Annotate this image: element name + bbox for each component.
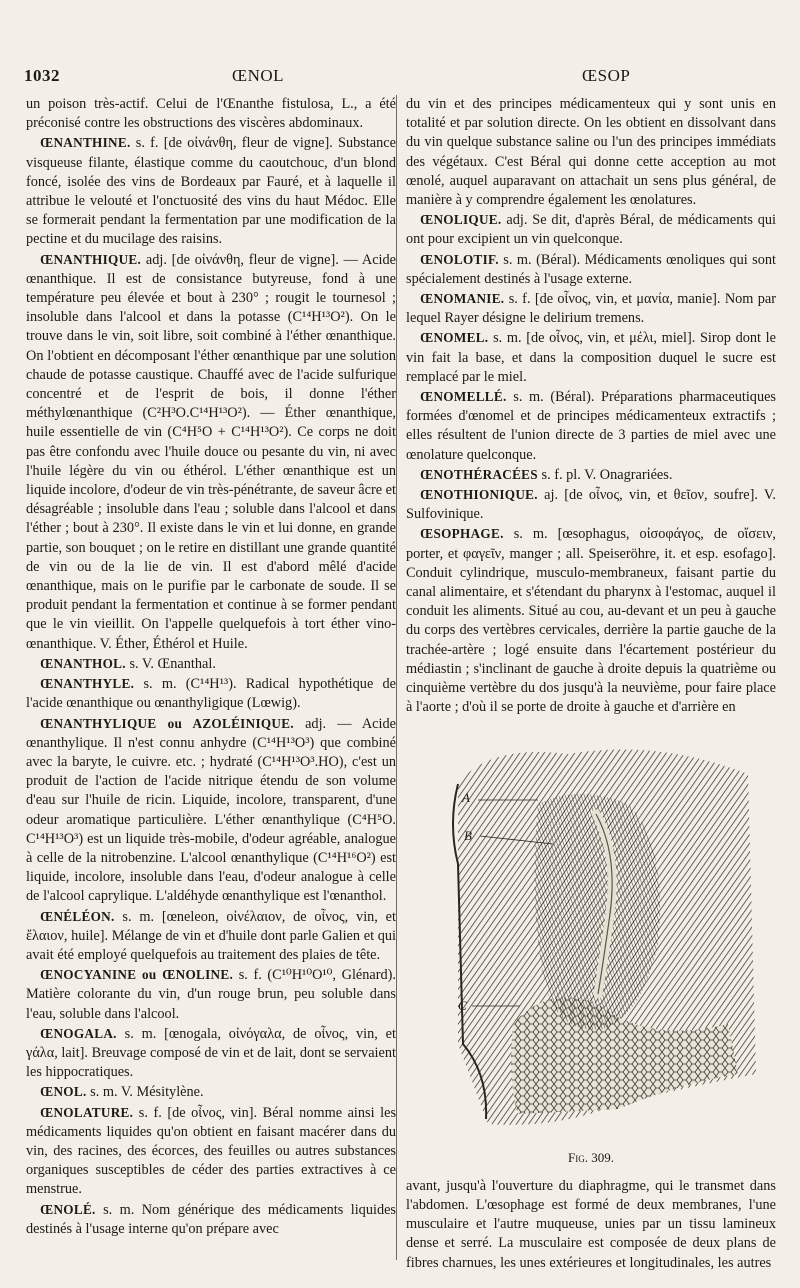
entry-oenotheracees: ŒNOTHÉRACÉES s. f. pl. V. Onagrariées. (420, 466, 673, 483)
figure-label-a: A (462, 789, 470, 805)
entry-paragraph: du vin et des principes médicamenteux qui y sont unis en totalité et par solution directe. On les obtient en dissolvant dans du vin quelque substance saline ou l'un des principes immédiats des végétaux. C'est Béral qui donne cette acception au mot œnolé, auquel auparavant on attachait un sens plus général, de manière à y comprendre également les œnolatures. (406, 96, 776, 209)
headword: ŒNANTHINE. (40, 135, 131, 151)
page-number: 1032 (24, 66, 60, 85)
headword: ŒNOLÉ. (40, 1201, 96, 1217)
entry-oenogala: ŒNOGALA. s. m. [œnogala, οἰνόγαλα, de οἶνος, vin, et γάλα, lait]. Breuvage composé de vin et de lait, dont se servaient les hippocratiques. (26, 1025, 396, 1081)
entry-paragraph: avant, jusqu'à l'ouverture du diaphragme, qui le transmet dans l'abdomen. L'œsophage est formé de deux membranes, l'une musculaire et l'autre muqueuse, unies par un tissu lamineux dense et serré. La musculaire est composée de deux plans de fibres charnues, les unes extérieures et longitudinales, les autres (406, 1177, 776, 1271)
headword: ŒNOMANIE. (420, 291, 505, 307)
headword: ŒNOLATURE. (40, 1104, 134, 1120)
headword: ŒNOTHÉRACÉES (420, 466, 538, 482)
entry-oenomelle: ŒNOMELLÉ. s. m. (Béral). Préparations pharmaceutiques formées d'œnomel et de principes médicamenteux extractifs ; elles résultent de l'union directe de 3 parties de miel avec une œnolature quelconque. (406, 389, 776, 463)
figure-engraving (428, 744, 758, 1144)
figure-caption: Fig. 309. (568, 1149, 614, 1165)
entry-oenanthylique: ŒNANTHYLIQUE ou AZOLÉINIQUE. adj. — Acide œnanthylique. Il n'est connu anhydre (C¹⁴H¹³O³) que combiné avec la baryte, le cuivre. etc. ; hydraté (C¹⁴H¹³O³.HO), c'est un produit de l'action de l'acide nitrique étendu de son volume d'eau sur l'huile de ricin. Liquide, incolore, transparent, d'une odeur aromatique particulière. L'éther œnanthylique (C⁴H⁵O. C¹⁴H¹³O³) est un liquide très-mobile, d'odeur agréable, analogue à celle de la nitrobenzine. L'alcool œnanthylique (C¹⁴H¹⁶O²) est liquide, incolore, insoluble dans l'eau, d'odeur analogue à celle de l'alcool caprylique. L'aldéhyde œnanthylique est l'œnanthol. (26, 715, 396, 905)
left-column (26, 95, 396, 1239)
headword: ŒNOMEL. (420, 330, 489, 346)
right-column (406, 95, 776, 1273)
headword: ŒNOLOTIF. (420, 251, 499, 267)
entry-oenomanie: ŒNOMANIE. s. f. [de οἶνος, vin, et μανία, manie]. Nom par lequel Rayer désigne le delirium tremens. (406, 291, 776, 327)
headword: ŒNANTHOL. (40, 655, 126, 671)
entry-oenanthyle: ŒNANTHYLE. s. m. (C¹⁴H¹³). Radical hypothétique de l'acide œnanthique ou œnanthyligique (Lœwig). (26, 676, 397, 712)
entry-paragraph: un poison très-actif. Celui de l'Œnanthe fistulosa, L., a été préconisé contre les obstructions des viscères abdominaux. (26, 96, 396, 132)
entry-oenolature: ŒNOLATURE. s. f. [de οἶνος, vin]. Béral nomme ainsi les médicaments liquides qu'on obtient en faisant macérer dans du vin, des racines, des écorces, des feuilles ou autres substances organiques susceptibles de céder des parties extractives à ce menstrue. (26, 1104, 397, 1198)
headword: ŒNOCYANINE ou ŒNOLINE. (40, 967, 234, 983)
headword: ŒNOMELLÉ. (420, 389, 507, 405)
entry-oenocyanine: ŒNOCYANINE ou ŒNOLINE. s. f. (C¹⁰H¹⁰O¹⁰, Glénard). Matière colorante du vin, d'un rouge brun, peu soluble dans l'eau, soluble dans l'alcool. (26, 967, 396, 1022)
entry-oenolique: ŒNOLIQUE. adj. Se dit, d'après Béral, de médicaments qui ont pour excipient un vin quelconque. (406, 212, 777, 248)
headword: ŒNANTHYLE. (40, 676, 135, 692)
entry-oenanthol: ŒNANTHOL. s. V. Œnanthal. (40, 655, 216, 672)
entry-oeneleon: ŒNÉLÉON. s. m. [œneleon, οἰνέλαιον, de οἶνος, vin, et ἔλαιον, huile]. Mélange de vin et d'huile dont parle Galien et qui avait été employé quelquefois au traitement des plaies de tête. (26, 908, 397, 963)
entry-oenole: ŒNOLÉ. s. m. Nom générique des médicaments liquides destinés à l'usage interne qu'on prépare avec (26, 1201, 396, 1237)
running-header (24, 66, 776, 88)
entry-oenanthine: ŒNANTHINE. s. f. [de οἰνάνθη, fleur de vigne]. Substance visqueuse filante, élastique comme du caoutchouc, d'un blond foncé, isolée des vins de Bordeaux par Fauré, et à laquelle il attribue le velouté et l'onctuosité des vins du haut Médoc. Elle se formerait pendant la fermentation par une modification de la pectine et du mucilage des raisins. (26, 135, 396, 248)
headword: ŒNOLIQUE. (420, 212, 502, 228)
entry-oenanthique: ŒNANTHIQUE. adj. [de οἰνάνθη, fleur de vigne]. — Acide œnanthique. Il est de consistance butyreuse, fond à une température peu élevée et bout à 230° ; rougit le tournesol ; insoluble dans l'alcool et dans la potasse (C¹⁴H¹³O²). On le trouve dans le vin, soit libre, soit combiné à l'éther œnanthique. On l'obtient en décomposant l'éther œnanthique par une solution chaude de potasse caustique. Chauffé avec de l'acide sulfurique concentré et de l'esprit de bois, il donne l'éther méthylœnanthique (C²H³O.C¹⁴H¹³O²). — Éther œnanthique, huile essentielle de vin (C⁴H⁵O + C¹⁴H¹³O²). Ce corps ne doit pas être confondu avec l'huile douce ou pesante du vin, ni avec l'huile légère du vin ou éthérol. L'éther œnanthique est un liquide incolore, d'odeur de vin très-pénétrante, de saveur âcre et désagréable ; insoluble dans l'eau ; soluble dans l'alcool et dans l'éther ; bout à 230°. Il existe dans le vin et lui donne, en grande partie, son bouquet ; on le retire en distillant une grande quantité de vin ou de la lie de vin. Il est d'abord mêlé d'acide œnanthique, mais on le purifie par le carbonate de soude. Il se produit pendant la fermentation et continue à se former pendant que le vin vieillit. On l'appelle quelquefois à tort éther vino-œnanthique. V. Éther, Éthérol et Huile. (26, 251, 397, 652)
oesophagus-illustration (428, 744, 758, 1144)
entry-oenolotif: ŒNOLOTIF. s. m. (Béral). Médicaments œnoliques qui sont spécialement destinés à l'usage externe. (406, 251, 777, 287)
guide-word-right: ŒSOP (582, 66, 631, 85)
headword: ŒNOL. (40, 1084, 87, 1100)
headword: ŒNÉLÉON. (40, 908, 115, 924)
entry-oenomel: ŒNOMEL. s. m. [de οἶνος, vin, et μέλι, miel]. Sirop dont le vin fait la base, et dans la composition duquel le sucre est remplacé par le miel. (406, 330, 776, 385)
entry-oenothionique: ŒNOTHIONIQUE. aj. [de οἶνος, vin, et θεῖον, soufre]. V. Sulfovinique. (406, 487, 776, 523)
headword: ŒNANTHYLIQUE ou AZOLÉINIQUE. (40, 715, 294, 731)
entry-oesophage: ŒSOPHAGE. s. m. [œsophagus, οἰσοφάγος, de οἴσειν, porter, et φαγεῖν, manger ; all. Speiseröhre, it. et esp. esofago]. Conduit cylindrique, musculo-membraneux, faisant partie du canal alimentaire, et s'étendant du pharynx à l'estomac, auquel il conduit les aliments. Situé au cou, au-devant et un peu à gauche du corps des vertèbres cervicales, derrière la partie gauche de la trachée-artère ; logé ensuite dans l'écartement postérieur du médiastin ; s'inclinant de gauche à droite depuis la quatrième ou cinquième vertèbre du dos jusqu'à la neuvième, pour faire place à l'aorte ; d'où il se porte de droite à gauche et d'arrière en (406, 526, 776, 716)
entry-oenol: ŒNOL. s. m. V. Mésitylène. (40, 1084, 204, 1101)
figure-label-c: C (458, 997, 467, 1013)
headword: ŒSOPHAGE. (420, 526, 504, 542)
headword: ŒNOTHIONIQUE. (420, 487, 538, 503)
figure-label-b: B (464, 827, 472, 843)
column-divider (396, 95, 397, 1260)
headword: ŒNOGALA. (40, 1025, 117, 1041)
headword: ŒNANTHIQUE. (40, 251, 142, 267)
guide-word-left: ŒNOL (232, 66, 285, 85)
